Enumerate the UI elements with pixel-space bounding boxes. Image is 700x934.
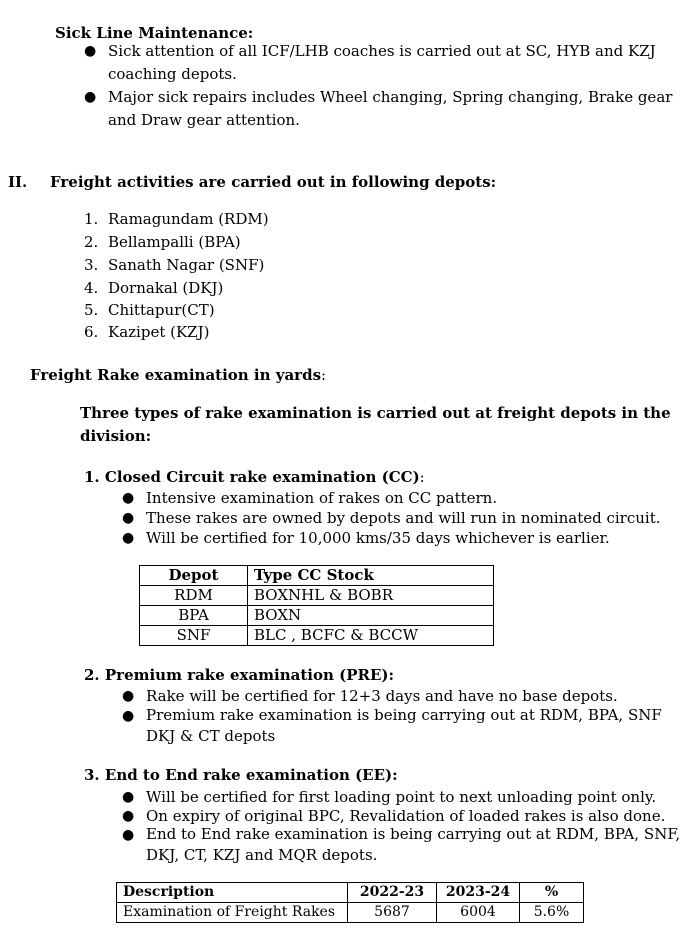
cc-bullet-2: These rakes are owned by depots and will run in nominated circuit. bbox=[146, 509, 661, 527]
depot-item: Sanath Nagar (SNF) bbox=[108, 256, 265, 274]
table-header-row bbox=[117, 883, 584, 903]
depot-item: Kazipet (KZJ) bbox=[108, 323, 210, 341]
summary-table bbox=[116, 882, 584, 923]
table-cell: RDM bbox=[140, 586, 248, 606]
table-header-cell: Depot bbox=[140, 566, 248, 586]
depot-item: Chittapur(CT) bbox=[108, 301, 215, 319]
section-number: II. bbox=[8, 173, 28, 191]
table-cell: Examination of Freight Rakes bbox=[117, 903, 348, 923]
table-header-row bbox=[140, 566, 494, 586]
table-cell: BLC , BCFC & BCCW bbox=[248, 626, 494, 646]
bullet-icon: ● bbox=[122, 510, 135, 526]
table-header-cell: 2022-23 bbox=[348, 883, 437, 903]
table-cell: BPA bbox=[140, 606, 248, 626]
table-row bbox=[140, 606, 494, 626]
sick-line-bullet-2: Major sick repairs includes Wheel changing, Spring changing, Brake gear and Draw gear attention. bbox=[108, 88, 673, 129]
depot-number: 6. bbox=[84, 323, 99, 341]
pre-bullet-2: Premium rake examination is being carrying out at RDM, BPA, SNF DKJ & CT depots bbox=[146, 706, 662, 745]
table-cell: 5.6% bbox=[520, 903, 584, 923]
bullet-icon: ● bbox=[122, 490, 135, 506]
ee-title: 3. End to End rake examination (EE): bbox=[84, 766, 398, 784]
cc-bullet-1: Intensive examination of rakes on CC pattern. bbox=[146, 489, 498, 507]
cc-title: 1. Closed Circuit rake examination (CC) bbox=[84, 468, 420, 486]
cc-bullet-3: Will be certified for 10,000 kms/35 days whichever is earlier. bbox=[146, 529, 610, 547]
table-cell: SNF bbox=[140, 626, 248, 646]
pre-bullet-1: Rake will be certified for 12+3 days and have no base depots. bbox=[146, 687, 618, 705]
table-header-cell: Type CC Stock bbox=[248, 566, 494, 586]
table-cell: 5687 bbox=[348, 903, 437, 923]
freight-heading: Freight activities are carried out in following depots: bbox=[50, 173, 497, 191]
depot-number: 3. bbox=[84, 256, 99, 274]
sick-line-bullet-1: Sick attention of all ICF/LHB coaches is carried out at SC, HYB and KZJ coaching depots. bbox=[108, 42, 656, 83]
ee-bullet-2: On expiry of original BPC, Revalidation of loaded rakes is also done. bbox=[146, 807, 666, 825]
ee-bullet-1: Will be certified for first loading point to next unloading point only. bbox=[146, 788, 657, 806]
table-cell: 6004 bbox=[437, 903, 520, 923]
table-cell: BOXNHL & BOBR bbox=[248, 586, 494, 606]
bullet-icon: ● bbox=[122, 789, 135, 805]
bullet-icon: ● bbox=[122, 530, 135, 546]
bullet-icon: ● bbox=[84, 43, 97, 59]
depot-item: Ramagundam (RDM) bbox=[108, 210, 269, 228]
table-header-cell: % bbox=[520, 883, 584, 903]
table-header-cell: Description bbox=[117, 883, 348, 903]
sick-line-heading: Sick Line Maintenance: bbox=[55, 24, 254, 42]
rake-exam-heading: Freight Rake examination in yards bbox=[30, 366, 322, 384]
depot-number: 2. bbox=[84, 233, 99, 251]
table-cell: BOXN bbox=[248, 606, 494, 626]
table-row bbox=[117, 903, 584, 923]
rake-exam-heading-line bbox=[30, 364, 326, 386]
table-header-cell: 2023-24 bbox=[437, 883, 520, 903]
depot-item: Bellampalli (BPA) bbox=[108, 233, 241, 251]
depot-number: 1. bbox=[84, 210, 99, 228]
bullet-icon: ● bbox=[84, 89, 97, 105]
depot-item: Dornakal (DKJ) bbox=[108, 279, 224, 297]
bullet-icon: ● bbox=[122, 688, 135, 704]
cc-stock-table bbox=[139, 565, 494, 646]
pre-title: 2. Premium rake examination (PRE): bbox=[84, 666, 395, 684]
cc-title-line bbox=[84, 466, 425, 488]
ee-bullet-3: End to End rake examination is being carrying out at RDM, BPA, SNF, DKJ, CT, KZJ and MQR depots. bbox=[146, 825, 681, 864]
depot-number: 4. bbox=[84, 279, 99, 297]
table-row bbox=[140, 626, 494, 646]
bullet-icon: ● bbox=[122, 708, 135, 724]
depot-number: 5. bbox=[84, 301, 99, 319]
bullet-icon: ● bbox=[122, 827, 135, 843]
cc-title-colon: : bbox=[419, 468, 425, 486]
table-row bbox=[140, 586, 494, 606]
rake-exam-intro: Three types of rake examination is carried out at freight depots in the division: bbox=[80, 404, 671, 445]
rake-exam-heading-colon: : bbox=[321, 366, 327, 384]
bullet-icon: ● bbox=[122, 808, 135, 824]
